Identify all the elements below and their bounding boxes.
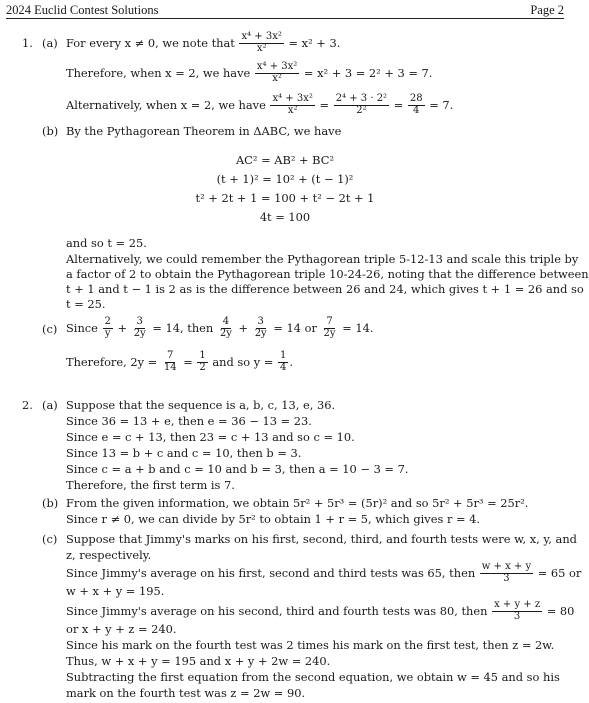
numerator: x⁴ + 3x² bbox=[272, 93, 313, 104]
numerator: 7 bbox=[326, 316, 333, 327]
fraction bbox=[492, 600, 542, 622]
text: Therefore, 2y = bbox=[66, 354, 158, 369]
equation: t² + 2t + 1 = 100 + t² − 2t + 1 bbox=[195, 191, 375, 205]
q1c-line-2 bbox=[66, 344, 293, 380]
numerator: 2⁴ + 3 · 2² bbox=[335, 93, 388, 104]
denominator: x² bbox=[272, 72, 282, 84]
equation: AC² = AB² + BC² bbox=[235, 153, 335, 167]
paragraph-line: Therefore, the first term is 7. bbox=[66, 478, 235, 492]
paragraph-line: Since r ≠ 0, we can divide by 5r² to obtain 1 + r = 5, which gives r = 4. bbox=[66, 512, 481, 526]
denominator: 2y bbox=[323, 327, 336, 339]
text: and so y = bbox=[212, 354, 274, 369]
numerator: 7 bbox=[167, 350, 174, 361]
denominator: 14 bbox=[163, 361, 177, 373]
text: = x² + 3. bbox=[288, 35, 341, 50]
text: = 80 bbox=[546, 603, 575, 618]
text: Since bbox=[66, 320, 98, 335]
paragraph-line: t = 25. bbox=[66, 297, 106, 311]
part-label: (b) bbox=[42, 496, 59, 510]
paragraph-line: mark on the fourth test was z = 2w = 90. bbox=[66, 686, 306, 700]
paragraph-line: Since 36 = 13 + e, then e = 36 − 13 = 23. bbox=[66, 414, 312, 428]
text: = 14. bbox=[342, 320, 374, 335]
paragraph-line: Since his mark on the fourth test was 2 times his mark on the first test, then z = 2w. bbox=[66, 638, 555, 652]
numerator: x⁴ + 3x² bbox=[256, 61, 298, 72]
numerator: 1 bbox=[199, 350, 206, 361]
question-number: 2. bbox=[22, 398, 33, 412]
paragraph-line: Subtracting the first equation from the second equation, we obtain w = 45 and so his bbox=[66, 670, 560, 684]
part-label: (c) bbox=[42, 532, 58, 546]
denominator: x² bbox=[287, 104, 298, 116]
denominator: y bbox=[104, 327, 111, 339]
denominator: 2y bbox=[254, 327, 267, 339]
denominator: 4 bbox=[279, 361, 287, 373]
paragraph-line: Thus, w + x + y = 195 and x + y + 2w = 240. bbox=[66, 654, 331, 668]
page-header bbox=[6, 2, 564, 19]
denominator: 4 bbox=[413, 104, 420, 116]
text: . bbox=[289, 354, 293, 369]
q1a-line-3: Alternatively, when x = 2, we have $\frac{\text{x⁴ + 3x²}}{\text{x²}}$ = $\frac{\text{2⁴ + 3 · 2²}}{\text{2²}}$ = $\frac{28}{4}$ = 7. bbox=[66, 93, 454, 116]
text: = 14 or bbox=[273, 320, 317, 335]
paragraph-line: Since 13 = b + c and c = 10, then b = 3. bbox=[66, 446, 302, 460]
text: = 65 or bbox=[537, 565, 582, 580]
equation: 4t = 100 bbox=[259, 210, 311, 224]
document-title: 2024 Euclid Contest Solutions bbox=[6, 3, 159, 17]
paragraph-line: t + 1 and t − 1 is 2 as is the difference between 26 and 24, which gives t + 1 = 26 and so bbox=[66, 282, 584, 296]
fraction bbox=[162, 351, 179, 373]
paragraph-line: a factor of 2 to obtain the Pythagorean triple 10-24-26, noting that the difference between bbox=[66, 267, 589, 281]
fraction bbox=[132, 317, 148, 339]
text: Since Jimmy's average on his first, second and third tests was 65, then bbox=[66, 565, 476, 580]
text: Since Jimmy's average on his second, third and fourth tests was 80, then bbox=[66, 603, 488, 618]
paragraph-line: From the given information, we obtain 5r² + 5r³ = (5r)² and so 5r² + 5r³ = 25r². bbox=[66, 496, 529, 510]
numerator: 1 bbox=[279, 350, 287, 361]
denominator: 2y bbox=[219, 327, 232, 339]
paragraph-line: Suppose that Jimmy's marks on his first, second, third, and fourth tests were w, x, y, and bbox=[66, 532, 577, 546]
part-label: (a) bbox=[42, 36, 58, 50]
numerator: 3 bbox=[136, 316, 143, 327]
part-label: (b) bbox=[42, 124, 59, 138]
paragraph-line: Suppose that the sequence is a, b, c, 13, e, 36. bbox=[66, 398, 336, 412]
numerator: 2 bbox=[104, 316, 111, 327]
fraction bbox=[218, 317, 234, 339]
page-number: Page 2 bbox=[530, 3, 564, 17]
text: Therefore, when x = 2, we have bbox=[66, 65, 251, 80]
numerator: 3 bbox=[257, 316, 264, 327]
fraction bbox=[103, 317, 113, 339]
fraction bbox=[480, 562, 533, 584]
fraction bbox=[408, 94, 425, 116]
numerator: 4 bbox=[222, 316, 230, 327]
text: = bbox=[183, 354, 193, 369]
text: = 14, then bbox=[152, 320, 214, 335]
paragraph-line: Alternatively, we could remember the Pythagorean triple 5-12-13 and scale this triple by bbox=[66, 252, 579, 266]
fraction bbox=[322, 317, 338, 339]
paragraph-line: or x + y + z = 240. bbox=[66, 622, 177, 636]
numerator: x + y + z bbox=[494, 599, 541, 610]
numerator: w + x + y bbox=[481, 561, 532, 572]
text: For every x ≠ 0, we note that bbox=[66, 35, 235, 50]
fraction bbox=[270, 94, 314, 116]
denominator: 2 bbox=[199, 361, 206, 373]
q1b-conclusion: and so t = 25. bbox=[66, 236, 147, 250]
fraction bbox=[197, 351, 207, 373]
denominator: 2y bbox=[133, 327, 146, 339]
equation: (t + 1)² = 10² + (t − 1)² bbox=[216, 172, 354, 186]
text: = 7. bbox=[429, 97, 454, 112]
paragraph-line: Since e = c + 13, then 23 = c + 13 and so c = 10. bbox=[66, 430, 355, 444]
part-label: (a) bbox=[42, 398, 58, 412]
denominator: 2² bbox=[356, 104, 367, 116]
paragraph-line: Since c = a + b and c = 10 and b = 3, then a = 10 − 3 = 7. bbox=[66, 462, 409, 476]
fraction bbox=[253, 317, 269, 339]
q1c-line-1: Since $\frac{2}{y}$ + $\frac{3}{2y}$ = 14, then $\frac{4}{2y}$ + $\frac{3}{2y}$ = 14 or $\frac{7}{2y}$ = 14. bbox=[66, 316, 374, 339]
question-number: 1. bbox=[22, 36, 33, 50]
numerator: 28 bbox=[409, 93, 423, 104]
q1b-intro: By the Pythagorean Theorem in ΔABC, we have bbox=[66, 124, 342, 138]
fraction bbox=[255, 62, 299, 84]
fraction bbox=[239, 32, 283, 54]
denominator: 3 bbox=[503, 572, 510, 584]
fraction bbox=[334, 94, 389, 116]
denominator: x² bbox=[256, 42, 267, 54]
denominator: 3 bbox=[513, 610, 521, 622]
text: Alternatively, when x = 2, we have bbox=[66, 97, 266, 112]
part-label: (c) bbox=[42, 322, 58, 336]
numerator: x⁴ + 3x² bbox=[241, 31, 282, 42]
q1a-line-2 bbox=[66, 56, 432, 90]
paragraph-line: z, respectively. bbox=[66, 548, 152, 562]
fraction bbox=[278, 351, 288, 373]
paragraph-line: w + x + y = 195. bbox=[66, 584, 165, 598]
q1a-line-1 bbox=[66, 26, 340, 60]
text: = x² + 3 = 2² + 3 = 7. bbox=[303, 65, 433, 80]
